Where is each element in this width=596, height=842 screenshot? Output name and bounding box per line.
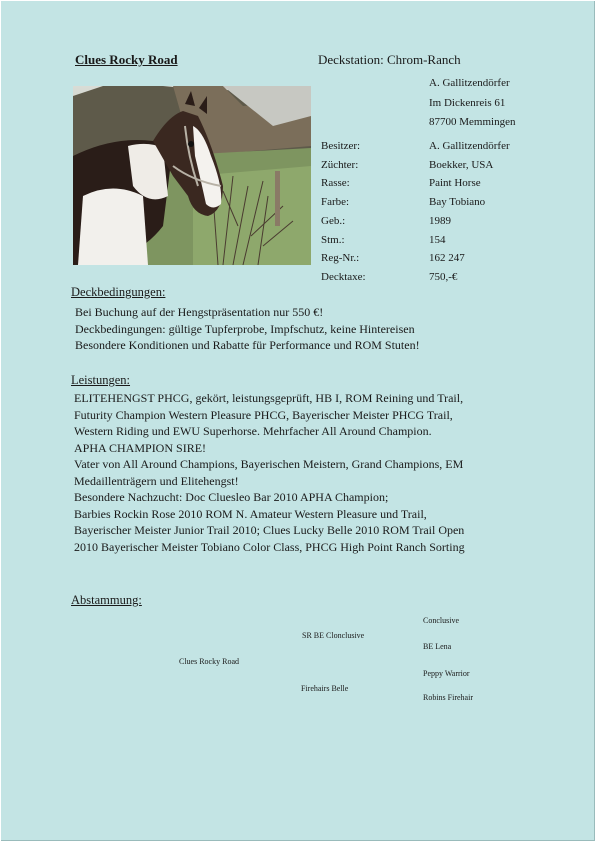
abstammung-heading: Abstammung: bbox=[71, 593, 142, 607]
leistungen-line: Vater von All Around Champions, Bayerischen Meistern, Grand Champions, EM bbox=[74, 457, 464, 471]
deckbedingungen-line: Bei Buchung auf der Hengstpräsentation nur 550 €! bbox=[75, 305, 324, 319]
info-values bbox=[429, 137, 510, 287]
horse-photo bbox=[73, 86, 311, 265]
deckbedingungen-line: Deckbedingungen: gültige Tupferprobe, Impfschutz, keine Hintereisen bbox=[75, 321, 415, 336]
document-page bbox=[1, 1, 595, 841]
leistungen-line: ELITEHENGST PHCG, gekört, leistungsgeprüft, HB I, ROM Reining und Trail, bbox=[74, 391, 464, 405]
pedigree-dam-dam: Robins Firehair bbox=[423, 693, 473, 702]
info-label-regnr: Reg-Nr.: bbox=[321, 252, 360, 265]
deckbedingungen-heading: Deckbedingungen: bbox=[71, 285, 166, 299]
pedigree-sire-sire: Conclusive bbox=[423, 616, 459, 625]
leistungen-line: Futurity Champion Western Pleasure PHCG, Bayerischer Meister PHCG Trail, bbox=[74, 407, 453, 422]
info-value-regnr: 162 247 bbox=[429, 252, 465, 265]
info-value-besitzer: A. Gallitzendörfer bbox=[429, 140, 510, 152]
info-value-rasse: Paint Horse bbox=[429, 177, 481, 190]
info-label-besitzer: Besitzer: bbox=[321, 140, 361, 152]
pedigree-subject: Clues Rocky Road bbox=[179, 657, 239, 666]
station-label: Deckstation: Chrom-Ranch bbox=[318, 52, 461, 67]
info-label-decktaxe: Decktaxe: bbox=[321, 270, 366, 283]
leistungen-line: Barbies Rockin Rose 2010 ROM N. Amateur Western Pleasure und Trail, bbox=[74, 506, 427, 521]
horse-name-title: Clues Rocky Road bbox=[75, 52, 178, 67]
pedigree-dam: Firehairs Belle bbox=[301, 684, 349, 693]
pedigree-sire: SR BE Clonclusive bbox=[302, 631, 365, 640]
info-label-stm: Stm.: bbox=[321, 233, 345, 246]
info-value-zuechter: Boekker, USA bbox=[429, 158, 494, 171]
info-label-rasse: Rasse: bbox=[321, 177, 350, 190]
pedigree-sire-dam: BE Lena bbox=[423, 642, 452, 651]
leistungen-line: Medaillenträgern und Elitehengst! bbox=[74, 473, 239, 488]
info-value-decktaxe: 750,-€ bbox=[429, 270, 458, 283]
info-value-farbe: Bay Tobiano bbox=[429, 196, 486, 209]
leistungen-heading: Leistungen: bbox=[71, 373, 131, 387]
info-label-zuechter: Züchter: bbox=[321, 158, 359, 171]
info-value-geb: 1989 bbox=[429, 214, 451, 227]
leistungen-line: Bayerischer Meister Junior Trail 2010; Clues Lucky Belle 2010 ROM Trail Open bbox=[74, 523, 465, 537]
pedigree-dam-sire: Peppy Warrior bbox=[423, 669, 470, 678]
leistungen-text bbox=[74, 390, 465, 555]
info-value-stm: 154 bbox=[429, 233, 446, 246]
info-label-geb: Geb.: bbox=[321, 214, 346, 227]
leistungen-line: Besondere Nachzucht: Doc Cluesleo Bar 2010 APHA Champion; bbox=[74, 490, 389, 504]
owner-address bbox=[429, 74, 515, 133]
owner-address-street: Im Dickenreis 61 bbox=[429, 96, 506, 109]
leistungen-line: 2010 Bayerischer Meister Tobiano Color Class, PHCG High Point Ranch Sorting bbox=[74, 539, 465, 554]
owner-address-city: 87700 Memmingen bbox=[429, 116, 516, 128]
info-labels bbox=[321, 137, 366, 287]
owner-address-name: A. Gallitzendörfer bbox=[429, 77, 510, 89]
leistungen-line: Western Riding und EWU Superhorse. Mehrfacher All Around Champion. bbox=[74, 424, 432, 438]
deckbedingungen-line: Besondere Konditionen und Rabatte für Performance und ROM Stuten! bbox=[75, 338, 420, 352]
leistungen-line: APHA CHAMPION SIRE! bbox=[74, 440, 207, 455]
deckbedingungen-text bbox=[75, 304, 420, 354]
info-label-farbe: Farbe: bbox=[321, 196, 350, 209]
